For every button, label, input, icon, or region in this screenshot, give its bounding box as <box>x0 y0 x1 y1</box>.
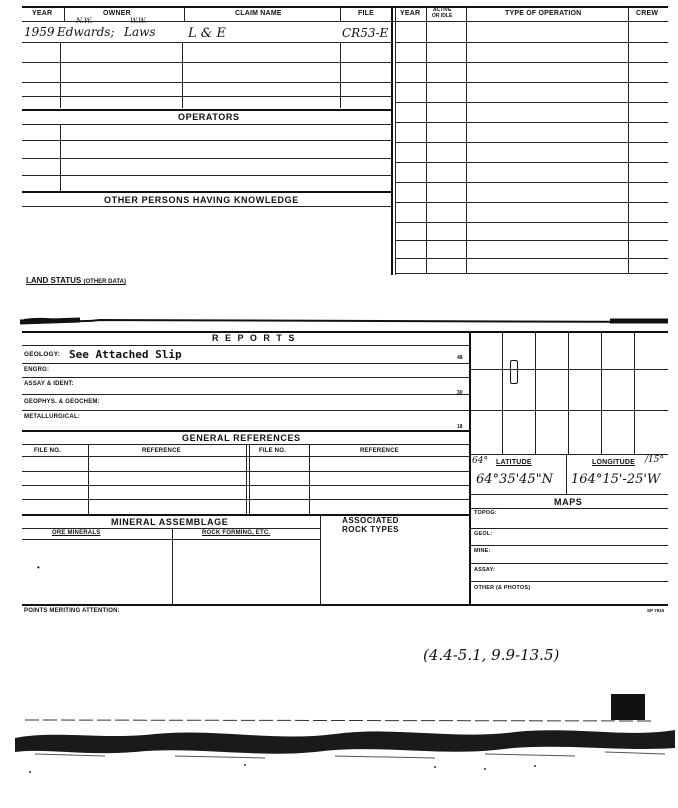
row-line <box>395 273 668 274</box>
divider <box>249 444 250 514</box>
crew-label: CREW <box>636 10 659 17</box>
bottom-rule <box>22 604 668 606</box>
divider <box>184 7 185 21</box>
grid-col <box>634 331 635 454</box>
divider <box>60 42 61 108</box>
type-operation-label: TYPE OF OPERATION <box>505 10 582 17</box>
metallurgical-label: METALLURGICAL: <box>24 414 81 420</box>
grid-col <box>601 331 602 454</box>
row-line <box>22 124 391 125</box>
row-line <box>469 545 668 546</box>
row-line <box>469 508 668 509</box>
maps-mine-label: MINE: <box>474 548 491 554</box>
row-line <box>469 528 668 529</box>
maps-assay-label: ASSAY: <box>474 567 496 573</box>
divider <box>64 7 65 21</box>
longitude-label: LONGITUDE <box>592 459 636 466</box>
form-number: SP 7915 <box>647 608 665 613</box>
scale-48: 48 <box>457 355 463 361</box>
divider <box>309 444 310 514</box>
claim-name-label: CLAIM NAME <box>235 10 282 17</box>
row-line <box>22 140 391 141</box>
header-rule <box>22 21 668 22</box>
file-no-1-label: FILE NO. <box>34 448 61 454</box>
entry-file: CR53-E <box>342 26 389 40</box>
divider <box>172 528 173 604</box>
operators-rule <box>22 109 391 111</box>
maps-heading: MAPS <box>554 497 583 507</box>
geophys-label: GEOPHYS. & GEOCHEM: <box>24 399 100 405</box>
divider <box>88 444 89 514</box>
reference-1-label: REFERENCE <box>142 448 181 454</box>
long-suffix: /15° <box>645 455 664 465</box>
coords-rule <box>469 454 668 455</box>
coords-divider <box>566 454 567 494</box>
row-line <box>22 158 391 159</box>
grid-row <box>469 410 668 411</box>
handwritten-note: (4.4-5.1, 9.9-13.5) <box>423 646 560 664</box>
row-line <box>22 363 470 364</box>
general-refs-rule <box>22 430 470 432</box>
divider <box>426 21 427 273</box>
row-line <box>22 345 470 346</box>
points-meriting-label: POINTS MERITING ATTENTION: <box>24 608 120 614</box>
operators-heading: OPERATORS <box>178 112 240 122</box>
row-line <box>22 377 470 378</box>
divider <box>320 514 321 604</box>
longitude-value: 164°15'-25'W <box>571 472 661 487</box>
entry-year: 1959 <box>24 25 55 39</box>
entry-owner2: Laws <box>124 25 156 39</box>
reference-2-label: REFERENCE <box>360 448 399 454</box>
owner-label: OWNER <box>103 10 131 17</box>
reports-heading: R E P O R T S <box>212 333 297 343</box>
row-line <box>22 394 470 395</box>
grid-col <box>502 331 503 454</box>
main-divider-inner <box>395 7 396 275</box>
entry-owner: Edwards; <box>57 25 115 39</box>
divider <box>628 7 629 21</box>
mineral-rule <box>22 514 470 516</box>
row-line <box>469 563 668 564</box>
lat-prefix: 64° <box>472 456 488 466</box>
main-divider <box>391 7 393 275</box>
ore-mark: • <box>37 563 40 572</box>
divider <box>466 7 467 21</box>
row-line <box>22 528 320 529</box>
grid-col <box>535 331 536 454</box>
rock-forming-label: ROCK FORMING, ETC. <box>202 530 271 536</box>
engrg-label: ENGRG: <box>24 367 50 373</box>
claim-location-mark <box>510 360 518 384</box>
row-line <box>22 410 470 411</box>
divider <box>466 21 467 273</box>
grid-col <box>568 331 569 454</box>
row-line <box>22 175 391 176</box>
row-line <box>22 42 391 43</box>
scale-30: 30 <box>457 390 463 396</box>
owner2-prefix: W.W. <box>130 17 147 25</box>
maps-geol-label: GEOL: <box>474 531 493 537</box>
divider <box>340 7 341 21</box>
year-label: YEAR <box>32 10 53 17</box>
other-persons-rule <box>22 191 391 193</box>
general-refs-heading: GENERAL REFERENCES <box>182 433 301 443</box>
entry-claim: L & E <box>188 26 226 41</box>
top-border <box>22 6 668 8</box>
mineral-assemblage-heading: MINERAL ASSEMBLAGE <box>111 517 229 527</box>
divider <box>340 42 341 108</box>
latitude-value: 64°35'45"N <box>476 472 554 487</box>
divider <box>246 444 247 514</box>
active-idle-label: ACTIVE OR IDLE <box>432 7 453 19</box>
geology-value: See Attached Slip <box>69 348 182 361</box>
divider <box>628 21 629 273</box>
ore-minerals-label: ORE MINERALS <box>52 530 101 536</box>
grid-row <box>469 369 668 370</box>
row-line <box>22 539 320 540</box>
row-line <box>22 82 391 83</box>
latitude-label: LATITUDE <box>496 459 532 466</box>
divider <box>60 124 61 191</box>
divider <box>426 7 427 21</box>
maps-rule <box>469 494 668 495</box>
row-line <box>22 96 391 97</box>
owner-prefix: N.W. <box>76 17 93 25</box>
maps-other-label: OTHER (& PHOTOS) <box>474 585 531 591</box>
year2-label: YEAR <box>400 10 421 17</box>
divider <box>182 42 183 108</box>
row-line <box>469 581 668 582</box>
associated-rock-heading: ASSOCIATED ROCK TYPES <box>342 516 400 534</box>
assay-ident-label: ASSAY & IDENT: <box>24 381 74 387</box>
land-status-heading: LAND STATUS (OTHER DATA) <box>26 276 126 285</box>
other-persons-heading: OTHER PERSONS HAVING KNOWLEDGE <box>104 195 299 205</box>
geology-label: GEOLOGY: <box>24 351 61 358</box>
file-label: FILE <box>358 10 374 17</box>
scan-smudge-line <box>20 308 670 330</box>
maps-topog-label: TOPOG: <box>474 510 497 516</box>
row-line <box>22 62 391 63</box>
row-line <box>22 206 391 207</box>
scale-18: 18 <box>457 424 463 430</box>
file-no-2-label: FILE NO. <box>259 448 286 454</box>
scan-noise-band <box>15 690 675 780</box>
